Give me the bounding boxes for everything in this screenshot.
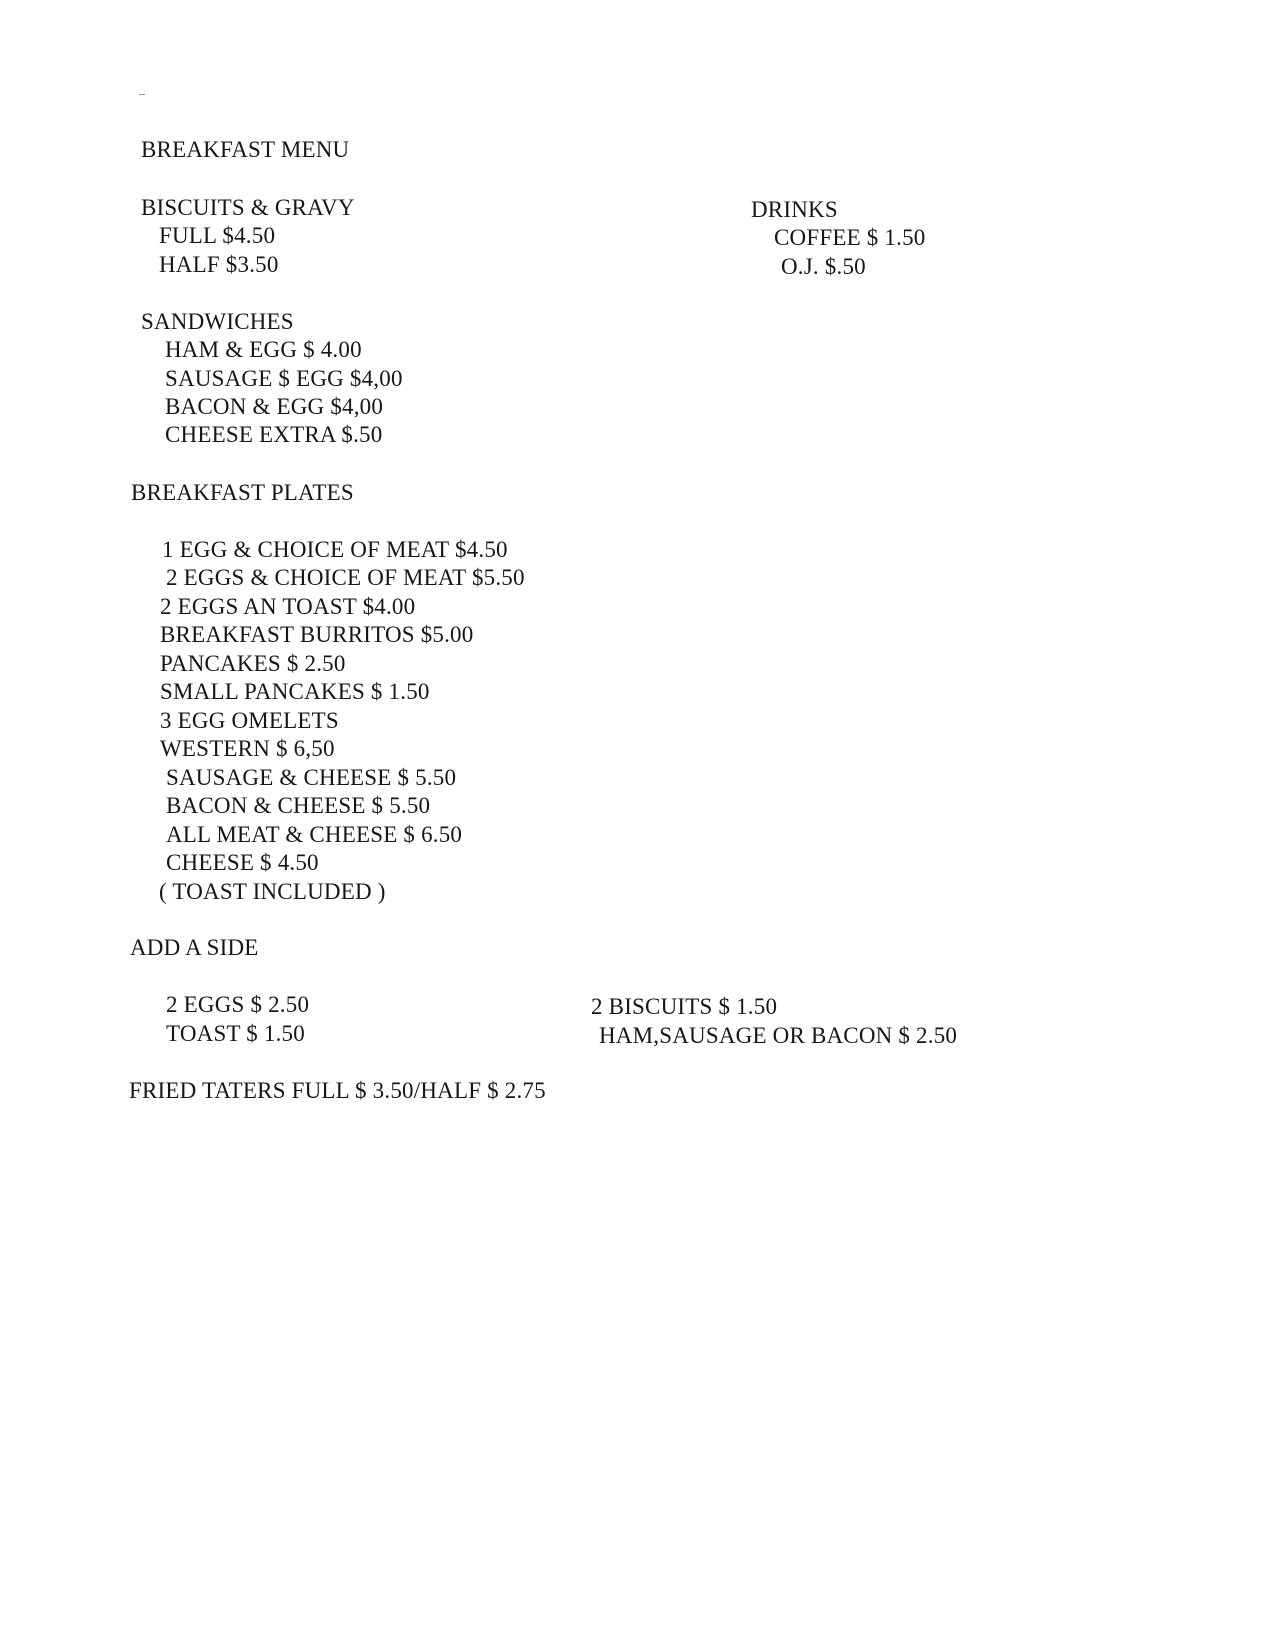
menu-item: 2 EGGS $ 2.50	[166, 992, 310, 1017]
menu-item: ALL MEAT & CHEESE $ 6.50	[166, 822, 463, 847]
menu-item: BACON & CHEESE $ 5.50	[166, 793, 431, 818]
menu-item: SAUSAGE $ EGG $4,00	[165, 366, 403, 391]
menu-item: SMALL PANCAKES $ 1.50	[160, 679, 430, 704]
menu-item: HAM & EGG $ 4.00	[165, 337, 362, 362]
menu-item: SAUSAGE & CHEESE $ 5.50	[166, 765, 457, 790]
menu-item: BREAKFAST BURRITOS $5.00	[160, 622, 474, 647]
section-heading-sandwiches: SANDWICHES	[141, 309, 294, 334]
menu-item: 1 EGG & CHOICE OF MEAT $4.50	[162, 537, 508, 562]
section-heading-breakfast-plates: BREAKFAST PLATES	[131, 480, 354, 505]
menu-item: PANCAKES $ 2.50	[160, 651, 346, 676]
menu-item: HAM,SAUSAGE OR BACON $ 2.50	[599, 1023, 958, 1048]
menu-item: CHEESE $ 4.50	[166, 850, 319, 875]
section-heading-drinks: DRINKS	[751, 197, 838, 222]
menu-item: FULL $4.50	[159, 223, 276, 248]
menu-item: 2 EGGS & CHOICE OF MEAT $5.50	[166, 565, 525, 590]
menu-item: BACON & EGG $4,00	[165, 394, 384, 419]
menu-item: TOAST $ 1.50	[166, 1021, 305, 1046]
menu-note: ( TOAST INCLUDED )	[159, 879, 386, 904]
menu-item: CHEESE EXTRA $.50	[165, 422, 383, 447]
section-heading-biscuits-gravy: BISCUITS & GRAVY	[141, 195, 355, 220]
scan-speck	[139, 94, 145, 95]
menu-item: 2 EGGS AN TOAST $4.00	[160, 594, 416, 619]
menu-title: BREAKFAST MENU	[141, 137, 350, 162]
menu-item-fried-taters: FRIED TATERS FULL $ 3.50/HALF $ 2.75	[129, 1078, 546, 1103]
menu-item: O.J. $.50	[781, 254, 866, 279]
menu-item: HALF $3.50	[159, 252, 279, 277]
menu-item: 2 BISCUITS $ 1.50	[591, 994, 778, 1019]
menu-item: WESTERN $ 6,50	[160, 736, 335, 761]
menu-item: 3 EGG OMELETS	[160, 708, 339, 733]
section-heading-add-a-side: ADD A SIDE	[130, 935, 259, 960]
menu-item: COFFEE $ 1.50	[774, 225, 926, 250]
